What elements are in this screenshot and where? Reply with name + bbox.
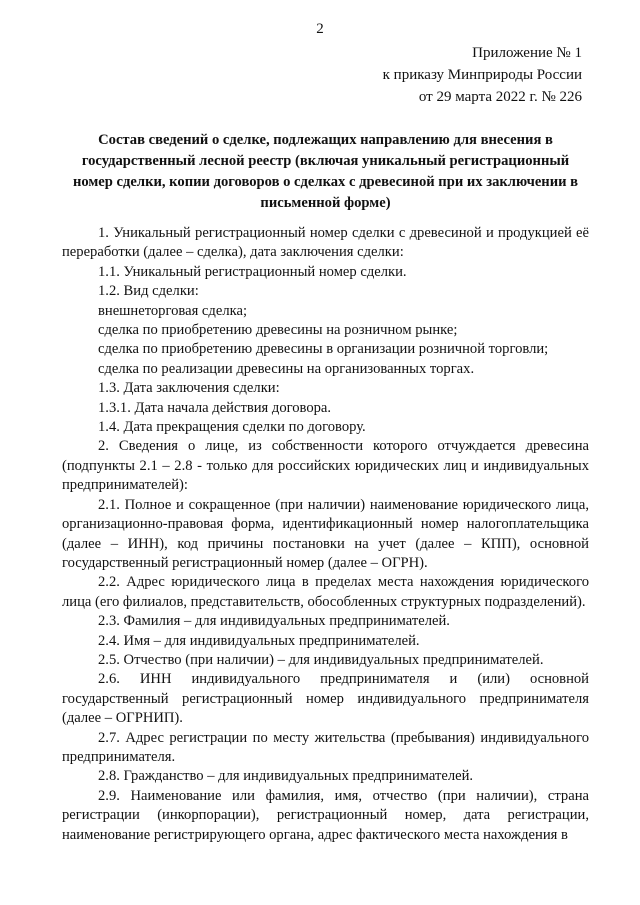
- paragraph: 2.6. ИНН индивидуального предпринимателя и (или) основной государственный регистрационный номер индивидуального предпринимателя (далее – ОГРНИП).: [62, 671, 589, 727]
- appendix-line-3: от 29 марта 2022 г. № 226: [418, 89, 582, 105]
- paragraph: сделка по приобретению древесины в организации розничной торговли;: [98, 341, 549, 358]
- paragraph: 1.3.1. Дата начала действия договора.: [98, 399, 332, 416]
- paragraph: 2.1. Полное и сокращенное (при наличии) наименование юридического лица, организационно-правовая форма, идентификационный номер налогоплательщика (далее – ИНН), код причины постановки на учет (далее – КПП), основной государственный регистрационный номер (далее – ОГРН).: [62, 496, 589, 571]
- paragraph: внешнеторговая сделка;: [98, 302, 248, 319]
- document-title: Состав сведений о сделке, подлежащих направлению для внесения в государственный лесной реестр (включая уникальный регистрационный номер сделки, копии договоров о сделках с древесиной при их заключении в письменной форме): [72, 132, 579, 211]
- paragraph: 1.2. Вид сделки:: [98, 283, 199, 300]
- paragraph: 1.1. Уникальный регистрационный номер сделки.: [98, 263, 407, 280]
- appendix-block: [383, 42, 582, 108]
- paragraph: 2. Сведения о лице, из собственности которого отчуждается древесина (подпункты 2.1 – 2.8 - только для российских юридических лиц и индивидуальных предпринимателей):: [62, 438, 589, 494]
- document-body: [62, 224, 589, 845]
- paragraph: сделка по приобретению древесины на розничном рынке;: [98, 322, 458, 339]
- paragraph: 2.2. Адрес юридического лица в пределах места нахождения юридического лица (его филиалов, представительств, обособленных структурных подразделений).: [62, 574, 589, 610]
- paragraph: 2.3. Фамилия – для индивидуальных предпринимателей.: [98, 613, 450, 630]
- paragraph: 2.7. Адрес регистрации по месту жительства (пребывания) индивидуального предпринимателя.: [62, 729, 589, 765]
- paragraph: 1.3. Дата заключения сделки:: [98, 380, 280, 397]
- paragraph: 1. Уникальный регистрационный номер сделки с древесиной и продукцией её переработки (далее – сделка), дата заключения сделки:: [62, 225, 589, 261]
- appendix-line-2: к приказу Минприроды России: [382, 67, 582, 83]
- paragraph: сделка по реализации древесины на организованных торгах.: [98, 360, 475, 377]
- paragraph: 2.8. Гражданство – для индивидуальных предпринимателей.: [98, 768, 474, 785]
- appendix-line-1: Приложение № 1: [472, 45, 582, 61]
- paragraph: 2.5. Отчество (при наличии) – для индивидуальных предпринимателей.: [98, 651, 544, 668]
- paragraph: 2.4. Имя – для индивидуальных предпринимателей.: [98, 632, 420, 649]
- page-number: 2: [316, 21, 324, 37]
- paragraph: 2.9. Наименование или фамилия, имя, отчество (при наличии), страна регистрации (инкорпорации), регистрационный номер, дата регистрации, наименование регистрирующего органа, адрес фактического места нахождения в: [62, 787, 589, 843]
- paragraph: 1.4. Дата прекращения сделки по договору.: [98, 419, 366, 436]
